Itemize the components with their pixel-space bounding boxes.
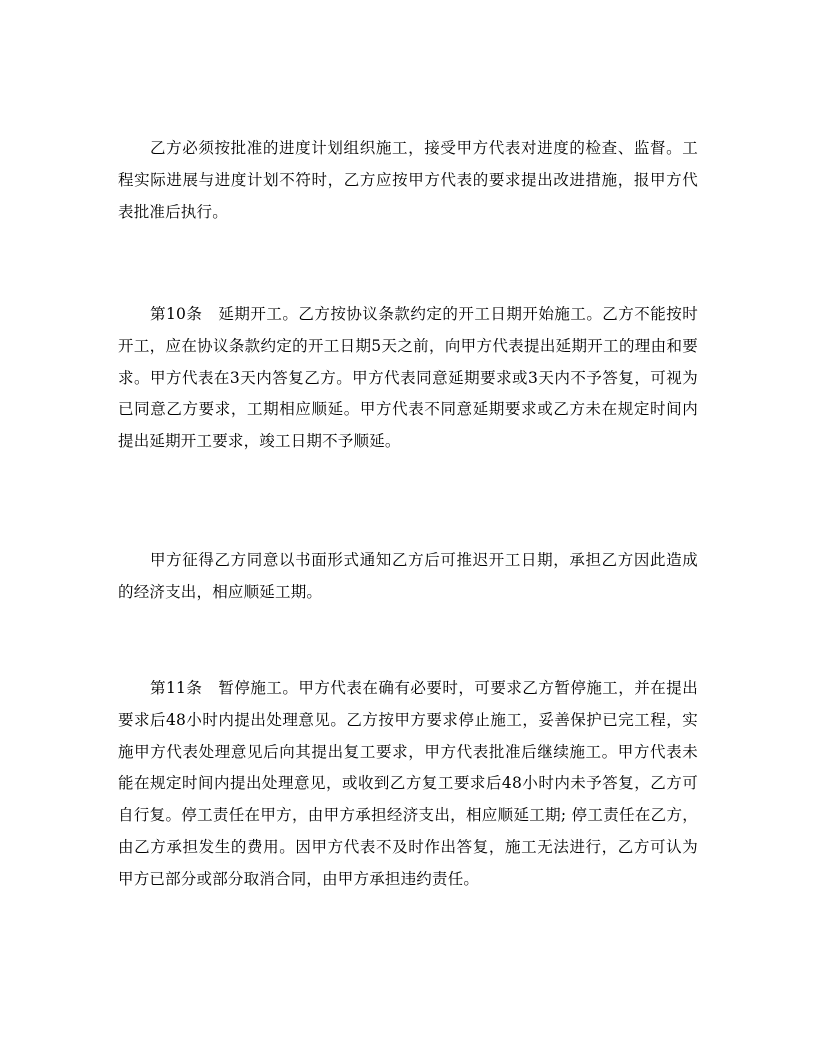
paragraph-article-10-delayed-start: 第10条 延期开工。乙方按协议条款约定的开工日期开始施工。乙方不能按时开工，应在协议条款约定的开工日期5天之前，向甲方代表提出延期开工的理由和要求。甲方代表在3天内答复乙方。甲方代表同意延期要求或3天内不予答复，可视为已同意乙方要求，工期相应顺延。甲方代表不同意延期要求或乙方未在规定时间内提出延期开工要求，竣工日期不予顺延。 (118, 305, 698, 451)
paragraph-article-11-suspension: 第11条 暂停施工。甲方代表在确有必要时，可要求乙方暂停施工，并在提出要求后48小时内提出处理意见。乙方按甲方要求停止施工，妥善保护已完工程，实施甲方代表处理意见后向其提出复工要求，甲方代表批准后继续施工。甲方代表未能在规定时间内提出处理意见，或收到乙方复工要求后48小时内未予答复，乙方可自行复。停工责任在甲方，由甲方承担经济支出，相应顺延工期; 停工责任在乙方，由乙方承担发生的费用。因甲方代表不及时作出答复，施工无法进行，乙方可认为甲方已部分或部分取消合同，由甲方承担违约责任。 (118, 679, 698, 888)
paragraph-schedule-supervision: 乙方必须按批准的进度计划组织施工，接受甲方代表对进度的检查、监督。工程实际进展与进度计划不符时，乙方应按甲方代表的要求提出改进措施，报甲方代表批准后执行。 (118, 139, 698, 221)
paragraph-postponed-start-by-party-a: 甲方征得乙方同意以书面形式通知乙方后可推迟开工日期，承担乙方因此造成的经济支出，相应顺延工期。 (118, 551, 698, 601)
